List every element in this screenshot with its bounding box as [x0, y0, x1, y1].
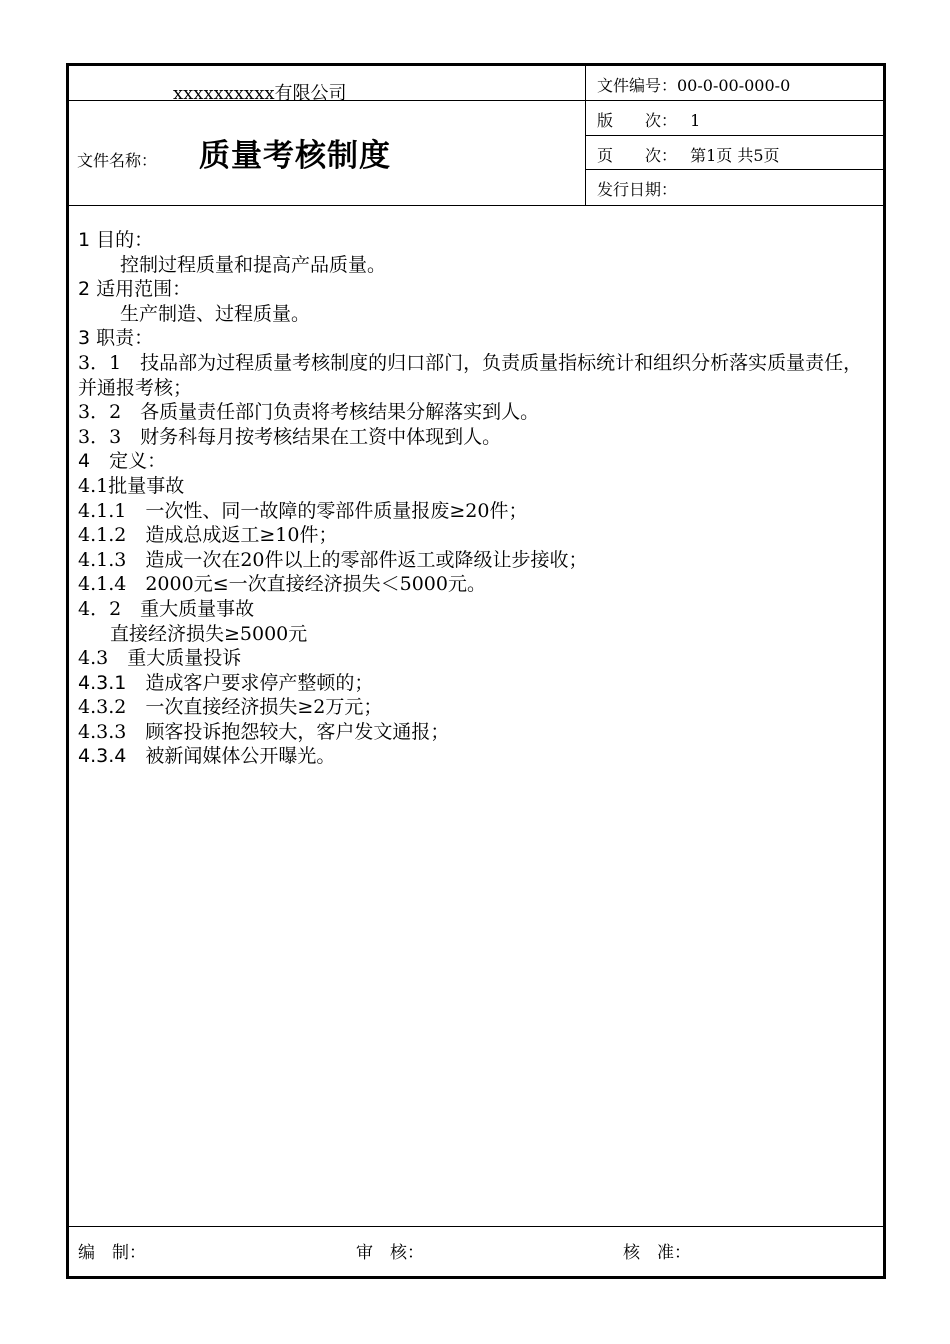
company-name: xxxxxxxxxx有限公司	[173, 83, 347, 104]
document-body	[78, 228, 878, 769]
doc-title: 质量考核制度	[199, 138, 391, 174]
doc-page: 页 次： 第1页 共5页	[597, 146, 780, 165]
body-line: 4.3.2 一次直接经济损失≥2万元；	[78, 696, 383, 719]
header-divider-right-2	[585, 135, 883, 136]
compiled-by-label: 编 制：	[78, 1243, 146, 1263]
body-line: 3．3 财务科每月按考核结果在工资中体现到人。	[78, 425, 502, 448]
section-heading: 1 目的：	[78, 229, 154, 251]
body-line: 4.1批量事故	[78, 474, 185, 497]
header-divider-right-3	[585, 169, 883, 170]
header-bottom-rule	[69, 205, 883, 206]
body-line: 4.3.3 顾客投诉抱怨较大，客户发文通报；	[78, 720, 450, 743]
section-heading: 4 定义：	[78, 450, 167, 473]
body-line: 4.1.2 造成总成返工≥10件；	[78, 524, 338, 547]
body-line: 4.1.4 2000元≤一次直接经济损失＜5000元。	[78, 573, 486, 596]
section-heading: 2 适用范围：	[78, 278, 192, 301]
body-line: 3．2 各质量责任部门负责将考核结果分解落实到人。	[78, 401, 540, 424]
body-line: 直接经济损失≥5000元	[110, 622, 308, 645]
body-line: 控制过程质量和提高产品质量。	[120, 253, 387, 276]
body-line: 生产制造、过程质量。	[120, 302, 311, 325]
footer-rule	[69, 1226, 883, 1227]
body-line: 4.3 重大质量投诉	[78, 647, 242, 670]
body-line: 3．1 技品部为过程质量考核制度的归口部门，负责质量指标统计和组织分析落实质量责任，并通报考核；	[78, 351, 863, 399]
section-heading: 3 职责：	[78, 327, 154, 350]
approved-by-label: 核 准：	[623, 1243, 691, 1263]
reviewed-by-label: 审 核：	[356, 1243, 424, 1263]
header-divider-right-1	[585, 100, 883, 101]
doc-version: 版 次： 1	[597, 111, 701, 130]
doc-name-label: 文件名称：	[77, 151, 158, 170]
body-line: 4.3.1 造成客户要求停产整顿的；	[78, 671, 374, 694]
body-line: 4．2 重大质量事故	[78, 597, 255, 620]
body-line: 4.3.4 被新闻媒体公开曝光。	[78, 745, 336, 768]
doc-number: 文件编号：00-0-00-000-0	[597, 76, 791, 95]
document-frame	[66, 63, 886, 1279]
doc-issue-date: 发行日期：	[597, 180, 678, 199]
body-line: 4.1.3 造成一次在20件以上的零部件返工或降级让步接收；	[78, 548, 588, 571]
header-column-divider	[585, 66, 586, 205]
body-line: 4.1.1 一次性、同一故障的零部件质量报废≥20件；	[78, 499, 528, 522]
